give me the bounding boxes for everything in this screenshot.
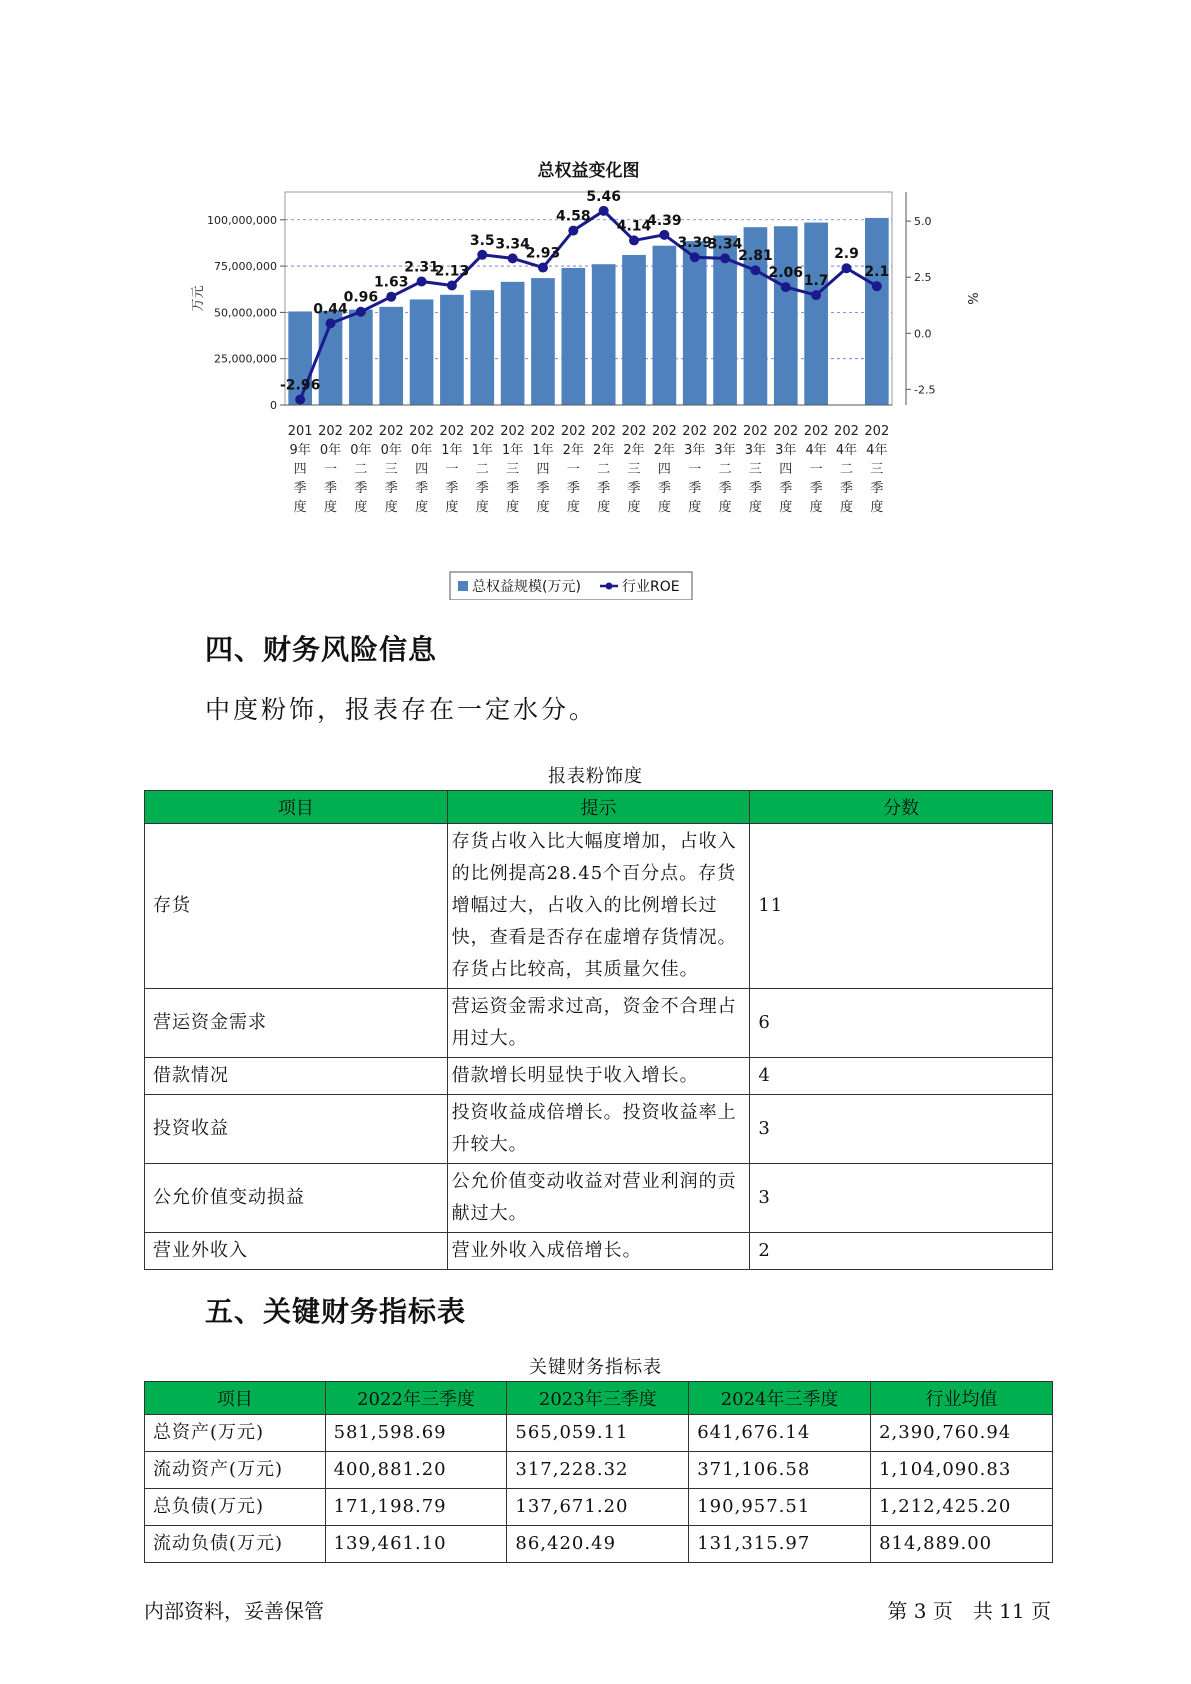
roe-data-label: 2.9: [834, 246, 859, 263]
x-tick-label: 202: [651, 424, 677, 439]
bar: [410, 299, 434, 405]
indicator-value: 814,889.00: [871, 1526, 1053, 1563]
x-tick-label: 度: [839, 500, 853, 515]
roe-data-label: -2.96: [279, 377, 321, 394]
roe-point: [477, 250, 487, 260]
bar: [379, 307, 403, 405]
indicator-item: 总负债(万元): [145, 1489, 326, 1526]
risk-header-score: 分数: [750, 791, 1053, 824]
risk-hint: 营业外收入成倍增长。: [447, 1233, 750, 1270]
x-tick-label: 度: [536, 500, 550, 515]
x-tick-label: 三: [870, 462, 884, 477]
x-tick-label: 季: [597, 481, 611, 496]
legend-swatch-point: [606, 583, 613, 590]
x-tick-label: 201: [287, 424, 313, 439]
indicator-value: 1,104,090.83: [871, 1452, 1053, 1489]
x-tick-label: 二: [597, 462, 611, 477]
risk-item: 公允价值变动损益: [145, 1164, 448, 1233]
y-tick-label: 0: [270, 399, 277, 412]
x-tick-label: 2年: [562, 443, 584, 458]
x-tick-label: 度: [809, 500, 823, 515]
roe-data-label: 4.39: [647, 212, 682, 229]
x-tick-label: 季: [809, 481, 823, 496]
risk-hint: 投资收益成倍增长。投资收益率上升较大。: [447, 1095, 750, 1164]
x-tick-label: 202: [318, 424, 343, 439]
x-tick-label: 一: [324, 462, 338, 477]
indicator-value: 565,059.11: [507, 1415, 689, 1452]
table-row: [145, 1164, 1053, 1233]
x-tick-label: 202: [409, 424, 434, 439]
x-tick-label: 四: [779, 462, 793, 477]
risk-table-header-row: [145, 791, 1053, 824]
roe-point: [811, 290, 821, 300]
x-tick-label: 三: [506, 462, 520, 477]
x-tick-label: 三: [384, 462, 398, 477]
roe-data-label: 0.44: [313, 301, 348, 318]
x-tick-label: 0年: [350, 443, 372, 458]
bar: [592, 264, 616, 405]
roe-point: [629, 235, 639, 245]
roe-data-label: 0.96: [343, 289, 379, 306]
x-tick-label: 二: [475, 462, 489, 477]
y2-axis-label: %: [964, 292, 979, 305]
risk-item: 借款情况: [145, 1058, 448, 1095]
x-tick-label: 二: [718, 462, 732, 477]
indicator-value: 641,676.14: [689, 1415, 871, 1452]
x-tick-label: 9年: [289, 443, 311, 458]
x-tick-label: 四: [536, 462, 550, 477]
roe-point: [841, 263, 851, 273]
x-tick-label: 季: [324, 481, 338, 496]
bar: [683, 241, 707, 405]
roe-data-label: 2.1: [864, 264, 890, 281]
roe-point: [599, 206, 609, 216]
x-tick-label: 季: [415, 481, 429, 496]
roe-point: [326, 318, 336, 328]
table-row: [145, 824, 1053, 989]
indicator-header-2022q3: 2022年三季度: [325, 1382, 507, 1415]
x-tick-label: 度: [870, 500, 884, 515]
x-tick-label: 度: [779, 500, 793, 515]
x-tick-label: 一: [445, 462, 459, 477]
x-tick-label: 202: [500, 424, 526, 439]
x-tick-label: 季: [354, 481, 368, 496]
x-tick-label: 1年: [532, 443, 554, 458]
roe-point: [386, 292, 396, 302]
roe-data-label: 4.58: [556, 208, 591, 225]
risk-score: 4: [750, 1058, 1053, 1095]
roe-data-label: 2.13: [434, 263, 470, 280]
y-axis-label: 万元: [191, 285, 206, 312]
risk-score: 11: [750, 824, 1053, 989]
x-tick-label: 季: [627, 481, 641, 496]
x-tick-label: 三: [748, 462, 762, 477]
roe-data-label: 3.34: [495, 236, 530, 253]
x-tick-label: 4年: [835, 443, 858, 458]
section-title-financial-risk: 四、财务风险信息: [205, 633, 438, 666]
x-tick-label: 一: [688, 462, 702, 477]
x-tick-label: 季: [779, 481, 793, 496]
x-tick-label: 季: [445, 481, 459, 496]
indicator-value: 2,390,760.94: [871, 1415, 1053, 1452]
bar: [622, 255, 646, 405]
risk-hint: 存货占收入比大幅度增加，占收入的比例提高28.45个百分点。存货增幅过大，占收入的比例增长过快，查看是否存在虚增存货情况。存货占比较高，其质量欠佳。: [447, 824, 750, 989]
legend-label-line: 行业ROE: [622, 579, 680, 595]
x-tick-label: 202: [439, 424, 465, 439]
roe-point: [538, 263, 548, 273]
bar: [440, 295, 464, 405]
indicator-table-caption: 关键财务指标表: [529, 1357, 662, 1378]
risk-summary-text: 中度粉饰，报表存在一定水分。: [205, 695, 598, 724]
roe-data-label: 3.34: [707, 236, 743, 253]
x-tick-label: 202: [378, 424, 404, 439]
bar: [561, 268, 585, 405]
x-tick-label: 度: [627, 500, 641, 515]
risk-item: 存货: [145, 824, 448, 989]
bar: [804, 223, 828, 405]
x-tick-label: 度: [384, 500, 398, 515]
chart-title: 总权益变化图: [537, 161, 640, 181]
footer-confidential: 内部资料，妥善保管: [144, 1599, 324, 1623]
roe-data-label: 2.06: [768, 265, 804, 282]
indicator-value: 371,106.58: [689, 1452, 871, 1489]
risk-hint: 公允价值变动收益对营业利润的贡献过大。: [447, 1164, 750, 1233]
x-tick-label: 202: [621, 424, 647, 439]
risk-header-hint: 提示: [447, 791, 750, 824]
x-tick-label: 季: [293, 481, 307, 496]
roe-data-label: 1.7: [803, 273, 829, 290]
indicator-header-2024q3: 2024年三季度: [689, 1382, 871, 1415]
indicator-value: 581,598.69: [325, 1415, 507, 1452]
legend-swatch-bar: [458, 581, 468, 591]
indicator-item: 流动资产(万元): [145, 1452, 326, 1489]
x-tick-label: 度: [506, 500, 520, 515]
x-tick-label: 3年: [775, 443, 797, 458]
indicator-item: 流动负债(万元): [145, 1526, 326, 1563]
indicator-value: 317,228.32: [507, 1452, 689, 1489]
x-tick-label: 4年: [805, 443, 827, 458]
x-tick-label: 0年: [410, 443, 433, 458]
x-tick-label: 季: [536, 481, 550, 496]
table-row: [145, 1452, 1053, 1489]
risk-score: 6: [750, 989, 1053, 1058]
x-tick-label: 202: [864, 424, 890, 439]
y2-tick-label: 2.5: [914, 271, 932, 285]
y-tick-label: 75,000,000: [214, 260, 277, 274]
indicator-table-header-row: [145, 1382, 1053, 1415]
risk-table: [144, 790, 1053, 1270]
roe-point: [508, 253, 518, 263]
x-tick-label: 度: [415, 500, 429, 515]
roe-point: [690, 252, 700, 262]
x-tick-label: 度: [657, 500, 671, 515]
section-title-key-indicators: 五、关键财务指标表: [205, 1295, 467, 1328]
x-tick-label: 度: [748, 500, 762, 515]
roe-point: [447, 280, 457, 290]
bar: [865, 218, 889, 405]
x-tick-label: 度: [324, 500, 338, 515]
x-tick-label: 0年: [380, 443, 402, 458]
x-tick-label: 季: [657, 481, 671, 496]
x-tick-label: 202: [682, 424, 708, 439]
roe-data-label: 2.31: [404, 259, 439, 276]
x-tick-label: 2年: [653, 443, 676, 458]
table-row: [145, 1058, 1053, 1095]
x-tick-label: 季: [748, 481, 762, 496]
x-tick-label: 1年: [501, 443, 524, 458]
x-tick-label: 2年: [593, 443, 615, 458]
y2-tick-label: -2.5: [914, 383, 936, 397]
roe-data-label: 1.63: [373, 274, 409, 291]
indicator-value: 139,461.10: [325, 1526, 507, 1563]
x-tick-label: 季: [475, 481, 489, 496]
x-tick-label: 202: [743, 424, 768, 439]
x-tick-label: 二: [354, 462, 368, 477]
table-row: [145, 1489, 1053, 1526]
y2-tick-label: 0.0: [914, 327, 932, 341]
roe-point: [750, 265, 760, 275]
x-tick-label: 度: [293, 500, 307, 515]
indicator-value: 171,198.79: [325, 1489, 507, 1526]
roe-point: [295, 395, 305, 405]
roe-data-label: 5.46: [586, 188, 621, 205]
x-tick-label: 3年: [744, 443, 767, 458]
indicator-header-item: 项目: [145, 1382, 326, 1415]
indicator-value: 131,315.97: [689, 1526, 871, 1563]
x-tick-label: 1年: [441, 443, 463, 458]
x-tick-label: 3年: [714, 443, 736, 458]
y2-tick-label: 5.0: [914, 215, 932, 229]
indicator-header-industry-avg: 行业均值: [871, 1382, 1053, 1415]
x-tick-label: 1年: [471, 443, 493, 458]
x-tick-label: 202: [712, 424, 738, 439]
x-tick-label: 3年: [684, 443, 706, 458]
x-tick-label: 202: [469, 424, 495, 439]
roe-data-label: 2.93: [525, 245, 561, 262]
risk-item: 营运资金需求: [145, 989, 448, 1058]
indicator-value: 190,957.51: [689, 1489, 871, 1526]
x-tick-label: 202: [803, 424, 829, 439]
x-tick-label: 四: [415, 462, 429, 477]
x-tick-label: 度: [718, 500, 732, 515]
roe-data-label: 4.14: [616, 218, 652, 235]
roe-point: [781, 282, 791, 292]
x-tick-label: 度: [475, 500, 489, 515]
x-tick-label: 0年: [319, 443, 342, 458]
x-tick-label: 202: [560, 424, 586, 439]
risk-score: 3: [750, 1095, 1053, 1164]
risk-score: 2: [750, 1233, 1053, 1270]
roe-point: [872, 281, 882, 291]
x-tick-label: 季: [688, 481, 702, 496]
legend-label-bar: 总权益规模(万元): [472, 579, 581, 595]
bar: [653, 246, 677, 405]
bar: [531, 278, 555, 405]
roe-data-label: 3.39: [677, 235, 712, 252]
y-tick-label: 25,000,000: [214, 352, 277, 366]
table-row: [145, 1415, 1053, 1452]
risk-item: 营业外收入: [145, 1233, 448, 1270]
y-tick-label: 100,000,000: [207, 213, 277, 227]
x-tick-label: 季: [718, 481, 732, 496]
table-row: [145, 1526, 1053, 1563]
bar: [470, 290, 494, 405]
risk-header-item: 项目: [145, 791, 448, 824]
roe-point: [720, 253, 730, 263]
x-tick-label: 季: [839, 481, 853, 496]
x-tick-label: 四: [657, 462, 671, 477]
risk-hint: 借款增长明显快于收入增长。: [447, 1058, 750, 1095]
x-tick-label: 度: [354, 500, 368, 515]
roe-data-label: 3.5: [469, 232, 495, 249]
x-tick-label: 四: [293, 462, 307, 477]
indicator-value: 400,881.20: [325, 1452, 507, 1489]
roe-point: [356, 307, 366, 317]
x-tick-label: 二: [839, 462, 853, 477]
table-row: [145, 989, 1053, 1058]
x-tick-label: 三: [627, 462, 641, 477]
x-tick-label: 202: [348, 424, 374, 439]
x-tick-label: 度: [597, 500, 611, 515]
x-tick-label: 季: [870, 481, 884, 496]
footer-page-number: 第 3 页 共 11 页: [887, 1599, 1051, 1623]
x-tick-label: 2年: [623, 443, 645, 458]
roe-data-label: 2.81: [738, 248, 773, 265]
equity-chart: [180, 140, 980, 600]
x-tick-label: 4年: [866, 443, 888, 458]
risk-score: 3: [750, 1164, 1053, 1233]
x-tick-label: 一: [566, 462, 580, 477]
roe-point: [568, 226, 578, 236]
risk-table-caption: 报表粉饰度: [548, 766, 643, 787]
indicator-header-2023q3: 2023年三季度: [507, 1382, 689, 1415]
x-tick-label: 度: [445, 500, 459, 515]
indicator-item: 总资产(万元): [145, 1415, 326, 1452]
x-tick-label: 202: [530, 424, 556, 439]
x-tick-label: 202: [834, 424, 859, 439]
indicator-table: [144, 1381, 1053, 1563]
bar: [501, 282, 525, 405]
roe-point: [417, 276, 427, 286]
indicator-value: 1,212,425.20: [871, 1489, 1053, 1526]
bar: [349, 310, 373, 405]
indicator-value: 86,420.49: [507, 1526, 689, 1563]
x-tick-label: 季: [506, 481, 520, 496]
x-tick-label: 度: [566, 500, 580, 515]
x-tick-label: 一: [809, 462, 823, 477]
table-row: [145, 1095, 1053, 1164]
table-row: [145, 1233, 1053, 1270]
x-tick-label: 季: [384, 481, 398, 496]
x-tick-label: 202: [591, 424, 617, 439]
bar: [774, 226, 798, 405]
x-tick-label: 度: [688, 500, 702, 515]
x-tick-label: 季: [566, 481, 580, 496]
equity-chart-svg: [180, 140, 980, 600]
x-tick-label: 202: [773, 424, 799, 439]
risk-hint: 营运资金需求过高，资金不合理占用过大。: [447, 989, 750, 1058]
y-tick-label: 50,000,000: [214, 306, 277, 320]
indicator-value: 137,671.20: [507, 1489, 689, 1526]
risk-item: 投资收益: [145, 1095, 448, 1164]
roe-point: [659, 230, 669, 240]
